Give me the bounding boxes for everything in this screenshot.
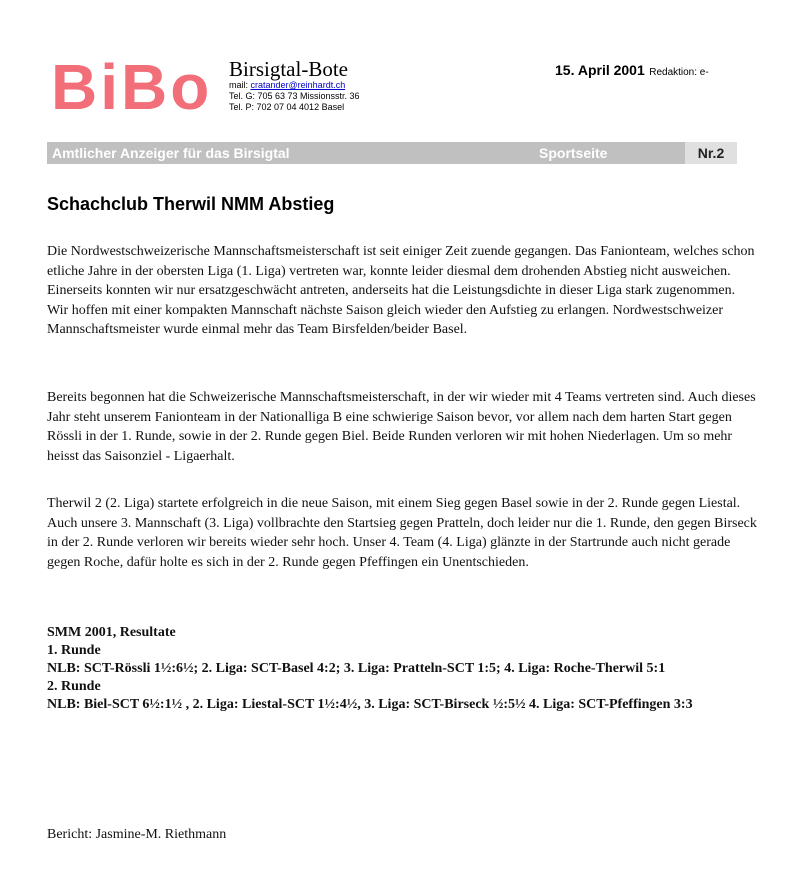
round-2-label: 2. Runde (47, 679, 101, 694)
page-header (0, 0, 794, 135)
banner-subtitle: Amtlicher Anzeiger für das Birsigtal (52, 145, 290, 161)
mail-label: mail: (229, 80, 251, 90)
results-heading: SMM 2001, Resultate (47, 625, 176, 640)
newspaper-title: Birsigtal-Bote (229, 57, 348, 81)
article-paragraph-2: Bereits begonnen hat die Schweizerische Mannschaftsmeisterschaft, in der wir wieder mit 4 Teams vertreten sind. Auch dieses Jahr steht unserem Fanionteam in der Nationalliga B eine schwierige Saison bevor, vor allem nach dem harten Start gegen Rössli in der 1. Runde, sowie in der 2. Runde gegen Biel. Beide Runden verloren wir mit hohen Niederlagen. Um so mehr heisst das Saisonziel - Ligaerhalt. (47, 390, 756, 464)
dateline (555, 62, 709, 80)
article-paragraph-3: Therwil 2 (2. Liga) startete erfolgreich in die neue Saison, mit einem Sieg gegen Basel sowie in der 2. Runde gegen Liestal. Auch unsere 3. Mannschaft (3. Liga) vollbrachte den Startsieg gegen Pratteln, doch leider nur die 1. Runde, den gegen Birseck in der 2. Runde verloren wir bereits wieder sehr hoch. Unser 4. Team (4. Liga) glänzte in der Startrunde auch nicht gerade gegen Roche, dafür holte es sich in der 2. Runde gegen Pfeffingen ein Unentschieden. (47, 496, 757, 570)
masthead-block (229, 58, 360, 113)
round-1-results: NLB: SCT-Rössli 1½:6½; 2. Liga: SCT-Basel 4:2; 3. Liga: Pratteln-SCT 1:5; 4. Liga: Roche-Therwil 5:1 (47, 661, 666, 676)
article-byline: Bericht: Jasmine-M. Riethmann (47, 827, 227, 842)
issue-date: 15. April 2001 (555, 62, 645, 78)
issue-number: Nr.2 (685, 142, 737, 164)
section-banner (47, 142, 737, 164)
article-headline: Schachclub Therwil NMM Abstieg (47, 194, 335, 214)
round-1-label: 1. Runde (47, 643, 101, 658)
results-block (47, 624, 757, 714)
article-paragraph-1: Die Nordwestschweizerische Mannschaftsmeisterschaft ist seit einiger Zeit zuende gegangen. Das Fanionteam, welches schon etliche Jahre in der obersten Liga (1. Liga) vertreten war, konnte leider diesmal dem drohenden Abstieg nicht ausweichen. Einerseits konnten wir nur ersatzgeschwächt antreten, anderseits hat die Leistungsdichte in dieser Liga stark zugenommen. Wir hoffen mit einer kompakten Mannschaft nächste Saison gleich wieder den Aufstieg zu erlangen. Nordwestschweizer Mannschaftsmeister wurde einmal mehr das Team Birsfelden/beider Basel. (47, 244, 755, 337)
redaktion-label: Redaktion: e- (649, 67, 709, 78)
mail-link[interactable]: cratander@reinhardt.ch (250, 80, 346, 90)
tel-g-line: Tel. G: 705 63 73 Missionsstr. 36 (229, 91, 360, 101)
section-label: Sportseite (539, 145, 608, 161)
mail-line (229, 80, 360, 91)
round-2-results: NLB: Biel-SCT 6½:1½ , 2. Liga: Liestal-SCT 1½:4½, 3. Liga: SCT-Birseck ½:5½ 4. Liga: SCT-Pfeffingen 3:3 (47, 697, 693, 712)
bibo-logo: BiBo (51, 51, 213, 123)
tel-p-line: Tel. P: 702 07 04 4012 Basel (229, 102, 345, 112)
